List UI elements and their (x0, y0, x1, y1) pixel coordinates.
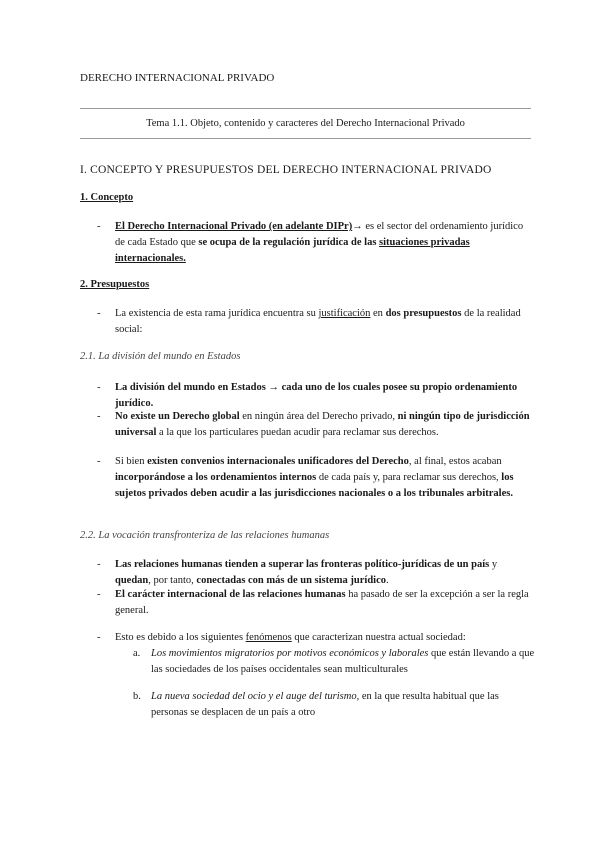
bullet-dash: - (97, 456, 101, 467)
sub-item-marker-a: a. (133, 648, 141, 659)
vocacion-item-2: El carácter internacional de las relaciones humanas ha pasado de ser la excepción a ser la regla general. (115, 589, 529, 616)
presupuestos-text: La existencia de esta rama jurídica encuentra su justificación en dos presupuestos de la realidad social: (115, 308, 521, 335)
bullet-dash: - (97, 411, 101, 422)
division-heading: 2.1. La división del mundo en Estados (80, 351, 241, 362)
concepto-definition: El Derecho Internacional Privado (en adelante DIPr)→ es el sector del ordenamiento jurídico de cada Estado que se ocupa de la regulación jurídica de las situaciones privadas internacionales. (115, 221, 524, 264)
topic-title: Tema 1.1. Objeto, contenido y caracteres del Derecho Internacional Privado (146, 118, 465, 129)
division-item-1: La división del mundo en Estados → cada uno de los cuales posee su propio ordenamiento jurídico. (115, 382, 518, 409)
sub-item-marker-b: b. (133, 691, 141, 702)
presupuestos-heading: 2. Presupuestos (80, 279, 150, 290)
division-item-2: No existe un Derecho global en ningún área del Derecho privado, ni ningún tipo de jurisdicción universal a la que los particulares puedan acudir para reclamar sus derechos. (115, 411, 530, 438)
sub-item-b: La nueva sociedad del ocio y el auge del turismo, en la que resulta habitual que las personas se desplacen de un país a otro (151, 691, 499, 718)
arrow-symbol: → (352, 221, 363, 232)
division-item-3: Si bien existen convenios internacionales unificadores del Derecho, al final, estos acaban incorporándose a los ordenamientos internos de cada país y, para reclamar sus derechos, los sujetos privados deben acudir a las jurisdicciones nacionales o a los tribunales arbitrales. (115, 456, 514, 499)
bullet-dash: - (97, 308, 101, 319)
sub-item-a: Los movimientos migratorios por motivos económicos y laborales que están llevando a que las sociedades de los países occidentales sean multiculturales (151, 648, 535, 675)
vocacion-item-1: Las relaciones humanas tienden a superar las fronteras político-jurídicas de un país y quedan, por tanto, conectadas con más de un sistema jurídico. (115, 559, 498, 586)
section-heading: I. CONCEPTO Y PRESUPUESTOS DEL DERECHO INTERNACIONAL PRIVADO (80, 164, 492, 176)
divider-top (80, 108, 531, 109)
bullet-dash: - (97, 632, 101, 643)
bullet-dash: - (97, 221, 101, 232)
concepto-heading: 1. Concepto (80, 192, 134, 203)
divider-bottom (80, 138, 531, 139)
vocacion-heading: 2.2. La vocación transfronteriza de las relaciones humanas (80, 530, 330, 541)
dipr-term: El Derecho Internacional Privado (en adelante DIPr) (115, 221, 353, 232)
vocacion-item-3: Esto es debido a los siguientes fenómenos que caracterizan nuestra actual sociedad: (115, 632, 466, 643)
document-title: DERECHO INTERNACIONAL PRIVADO (80, 72, 275, 84)
bullet-dash: - (97, 382, 101, 393)
bullet-dash: - (97, 559, 101, 570)
bullet-dash: - (97, 589, 101, 600)
